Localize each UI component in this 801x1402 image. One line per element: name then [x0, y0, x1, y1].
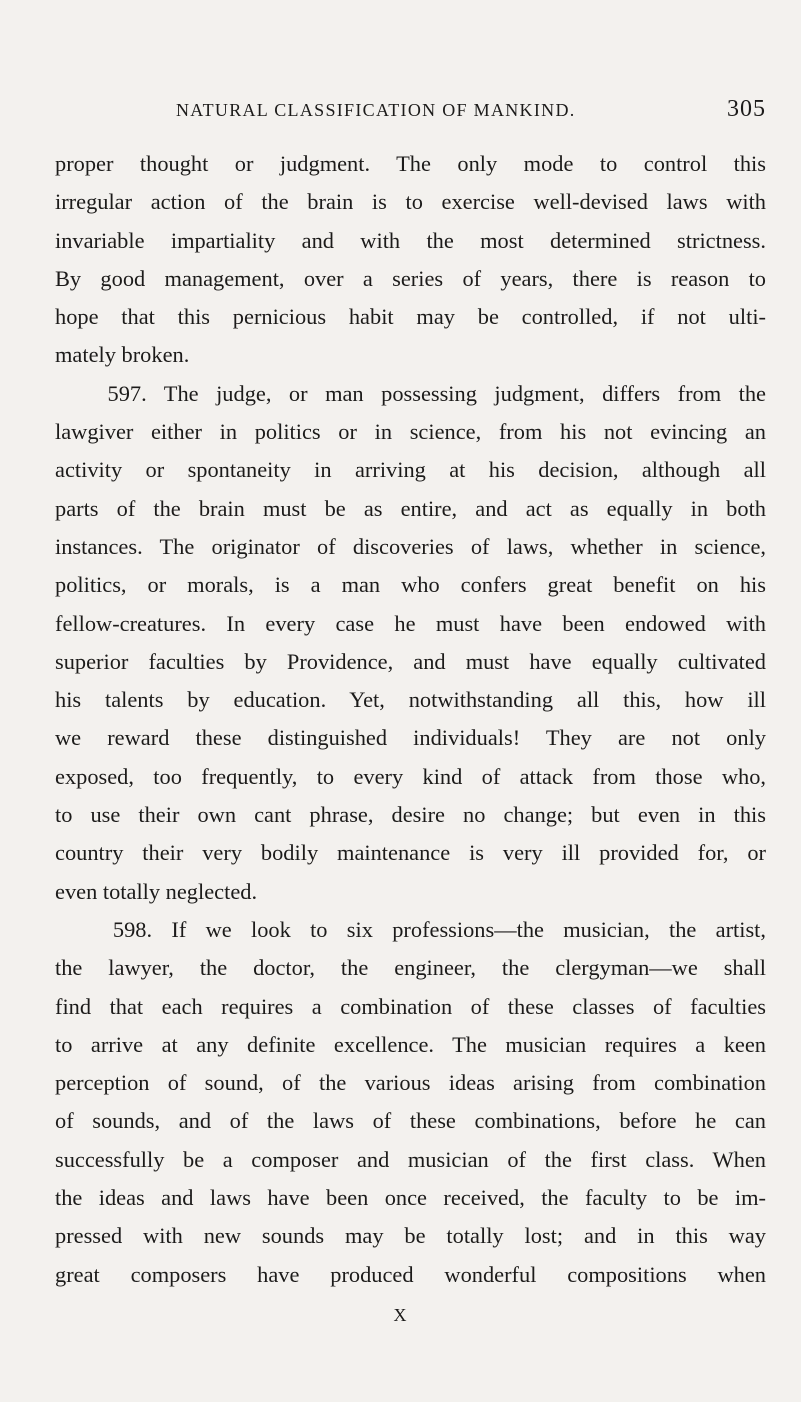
paragraph-598-start: 598. If we look to six professions—the musician, the artist,	[55, 916, 766, 942]
text-line: invariable impartiality and with the most determined strictness.	[55, 227, 766, 253]
text-line: parts of the brain must be as entire, and act as equally in both	[55, 495, 766, 521]
text-line: the lawyer, the doctor, the engineer, the clergyman—we shall	[55, 955, 766, 981]
text-line: By good management, over a series of years, there is reason to	[55, 265, 766, 291]
text-line: to use their own cant phrase, desire no change; but even in this	[55, 802, 766, 828]
text-line: perception of sound, of the various ideas arising from combination	[55, 1070, 766, 1096]
text-line: politics, or morals, is a man who confers great benefit on his	[55, 572, 766, 598]
text-line: pressed with new sounds may be totally lost; and in this way	[55, 1223, 766, 1249]
text-line: fellow-creatures. In every case he must have been endowed with	[55, 610, 766, 636]
paragraph-597-start: 597. The judge, or man possessing judgment, differs from the	[55, 380, 766, 406]
signature-mark: X	[393, 1305, 408, 1325]
text-line: irregular action of the brain is to exercise well-devised laws with	[55, 189, 766, 215]
text-line: superior faculties by Providence, and must have equally cultivated	[55, 648, 766, 674]
text-line: successfully be a composer and musician of the first class. When	[55, 1146, 766, 1172]
text-line: country their very bodily maintenance is very ill provided for, or	[55, 840, 766, 866]
text-line: activity or spontaneity in arriving at his decision, although all	[55, 457, 766, 483]
text-line: we reward these distinguished individuals! They are not only	[55, 725, 766, 751]
text-line: his talents by education. Yet, notwithstanding all this, how ill	[55, 687, 766, 713]
body-text	[55, 145, 766, 1294]
running-head	[176, 96, 766, 130]
text-line: exposed, too frequently, to every kind of attack from those who,	[55, 763, 766, 789]
text-line: mately broken.	[55, 342, 190, 368]
text-line: lawgiver either in politics or in science, from his not evincing an	[55, 419, 766, 445]
text-line: to arrive at any definite excellence. The musician requires a keen	[55, 1031, 766, 1057]
text-line: the ideas and laws have been once received, the faculty to be im-	[55, 1185, 766, 1211]
text-line: find that each requires a combination of these classes of faculties	[55, 993, 766, 1019]
text-line: hope that this pernicious habit may be controlled, if not ulti-	[55, 304, 766, 330]
text-line: proper thought or judgment. The only mode to control this	[55, 151, 766, 176]
running-title: NATURAL CLASSIFICATION OF MANKIND.	[176, 100, 576, 120]
text-line: even totally neglected.	[55, 878, 258, 904]
text-line: of sounds, and of the laws of these combinations, before he can	[55, 1108, 766, 1134]
text-line: great composers have produced wonderful compositions when	[55, 1261, 766, 1287]
text-line: instances. The originator of discoveries of laws, whether in science,	[55, 533, 766, 559]
page-number: 305	[727, 96, 766, 122]
